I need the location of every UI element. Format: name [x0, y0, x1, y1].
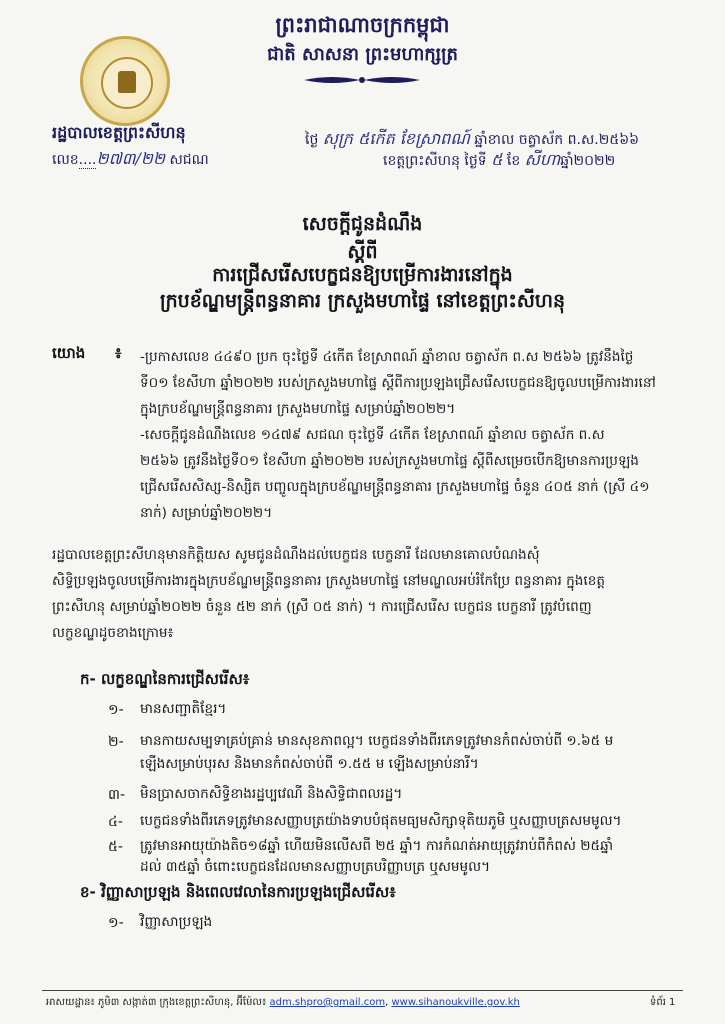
footer-address: អាសយដ្ឋាន៖ ភូមិ៣ សង្កាត់៣ ក្រុងខេត្តព្រះសីហនុ, អ៊ីម៉ែល៖ adm.shpro@gmail.com, www.sihanoukville.gov.kh: [46, 997, 520, 1008]
list-item: បេក្ខជនទាំងពីរភេទត្រូវមានសញ្ញាបត្រយ៉ាងទាបបំផុតមធ្យមសិក្សាទុតិយភូមិ ឬសញ្ញាបត្រសមមូល។: [140, 813, 622, 829]
list-item-number: ៣-: [108, 787, 126, 803]
national-motto: ជាតិ សាសនា ព្រះមហាក្សត្រ: [267, 44, 458, 65]
paragraph-line: សិទ្ធិប្រឡងចូលបម្រើការងារក្នុងក្របខ័ណ្ឌមន្ត្រីពន្ធនាគារ ក្រសួងមហាផ្ទៃ នៅមណ្ឌលអប់រំកែប្រែ ពន្ធនាគារ ក្នុងខេត្ត: [52, 573, 606, 589]
references-label: យោង: [52, 344, 86, 362]
ref-handwritten: ២៧៣: [96, 149, 136, 168]
paragraph-line: រដ្ឋបាលខេត្តព្រះសីហនុមានកិត្តិយស សូមជូនដំណឹងដល់បេក្ខជន បេក្ខនារី ដែលមានគោលបំណងសុំ: [52, 547, 540, 563]
paragraph-line: ព្រះសីហនុ សម្រាប់ឆ្នាំ២០២២ ចំនួន ៥២ នាក់ (ស្រី ០៥ នាក់) ។ ការជ្រើសរើស បេក្ខជន បេក្ខនារី ត្រូវបំពេញ: [52, 599, 592, 615]
notice-subject-label: ស្តីពី: [347, 241, 378, 263]
list-item: មានកាយសម្បទាគ្រប់គ្រាន់ មានសុខភាពល្អ។ បេក្ខជនទាំងពីរភេទត្រូវមានកំពស់ចាប់ពី ១.៦៥ ម: [140, 733, 614, 749]
main-paragraph: [52, 542, 702, 646]
references-colon: ៖: [115, 344, 122, 362]
reference-line: -ប្រកាសលេខ ៤៤៩០ ប្រក ចុះថ្ងៃទី ៤កើត ខែស្រាពណ៍ ឆ្នាំខាល ចត្វាស័ក ព.ស ២៥៦៦ ត្រូវនឹងថ្ងៃ: [140, 349, 634, 365]
reference-number: លេខ....២៧៣/២២ សជណ: [52, 149, 209, 168]
provincial-seal-icon: [80, 36, 170, 126]
footer-email-link[interactable]: adm.shpro@gmail.com: [269, 997, 386, 1008]
notice-subject-line-2: ក្របខ័ណ្ឌមន្ត្រីពន្ធនាគារ ក្រសួងមហាផ្ទៃ នៅខេត្តព្រះសីហនុ: [159, 290, 566, 312]
page-number: ទំព័រ 1: [650, 997, 676, 1008]
list-item-continuation: ដល់ ៣៥ឆ្នាំ ចំពោះបេក្ខជនដែលមានសញ្ញាបត្របរិញ្ញាបត្រ ឬសមមូល។: [140, 859, 491, 875]
solar-date-line: ខេត្តព្រះសីហនុ ថ្ងៃទី ៥ ខែ សីហាឆ្នាំ២០២២: [383, 150, 616, 169]
reference-line: នាក់) សម្រាប់ឆ្នាំ២០២២។: [140, 505, 273, 521]
ornament-divider-icon: [302, 74, 422, 86]
notice-subject-line-1: ការជ្រើសរើសបេក្ខជនឱ្យបម្រើការងារនៅក្នុង: [212, 264, 513, 286]
list-item-number: ២-: [108, 734, 124, 750]
list-item: ត្រូវមានអាយុយ៉ាងតិច១៨ឆ្នាំ ហើយមិនលើសពី ២៥ ឆ្នាំ។ ការកំណត់អាយុត្រូវរាប់ពីកំពស់ ២៥ឆ្នាំ: [140, 838, 614, 854]
footer-divider: [42, 990, 683, 991]
sender-admin-name: រដ្ឋបាលខេត្តព្រះសីហនុ: [52, 123, 186, 142]
footer-website-link[interactable]: www.sihanoukville.gov.kh: [391, 997, 520, 1008]
paragraph-line: លក្ខខណ្ឌដូចខាងក្រោម៖: [52, 625, 174, 641]
list-item-number: ៥-: [108, 839, 123, 855]
references-block: [140, 344, 700, 526]
kingdom-heading: ព្រះរាជាណាចក្រកម្ពុជា: [275, 13, 450, 37]
list-item: មិនប្រាសចាកសិទ្ធិខាងរដ្ឋប្បវេណី និងសិទ្ធិជាពលរដ្ឋ។: [140, 786, 403, 802]
reference-line: ជ្រើសរើសសិស្ស-និស្សិត បញ្ចូលក្នុងក្របខ័ណ្ឌមន្ត្រីពន្ធនាគារ ក្រសួងមហាផ្ទៃ ចំនួន ៤០៥ នាក់ (ស្រី ៤១: [140, 479, 650, 495]
list-item-continuation: ឡើងសម្រាប់បុរស និងមានកំពស់ចាប់ពី ១.៥៥ ម ឡើងសម្រាប់នារី។: [140, 756, 479, 772]
list-item: មានសញ្ជាតិខ្មែរ។: [140, 701, 227, 717]
section-b-heading: ខ- វិញ្ញាសាប្រឡង និងពេលវេលានៃការប្រឡងជ្រើសរើស៖: [80, 883, 396, 901]
reference-line: ២៥៦៦ ត្រូវនឹងថ្ងៃទី០១ ខែសីហា ឆ្នាំ២០២២ របស់ក្រសួងមហាផ្ទៃ ស្តីពីសម្រេចបើកឱ្យមានការប្រឡង: [140, 453, 639, 469]
list-item: វិញ្ញាសាប្រឡង: [140, 914, 213, 930]
section-a-heading: ក- លក្ខខណ្ឌនៃការជ្រើសរើស៖: [80, 670, 250, 688]
notice-title: សេចក្តីជូនដំណឹង: [302, 213, 423, 235]
reference-line: ក្នុងក្របខ័ណ្ឌមន្ត្រីពន្ធនាគារ ក្រសួងមហាផ្ទៃ សម្រាប់ឆ្នាំ២០២២។: [140, 401, 456, 417]
lunar-date-line: ថ្ងៃ សុក្រ ៥កើត ខែស្រាពណ៍ ឆ្នាំខាល ចត្វាស័ក ព.ស.២៥៦៦: [305, 129, 640, 148]
reference-line: ទី០១ ខែសីហា ឆ្នាំ២០២២ របស់ក្រសួងមហាផ្ទៃ ស្តីពីការប្រឡងជ្រើសរើសបេក្ខជនឱ្យចូលបម្រើការងារនៅ: [140, 375, 656, 391]
list-item-number: ៤-: [108, 814, 123, 830]
lunar-date-handwritten: សុក្រ ៥កើត ខែស្រាពណ៍: [322, 129, 470, 148]
list-item-number: ១-: [108, 702, 124, 718]
reference-line: -សេចក្តីជូនដំណឹងលេខ ១៤៧៩ សជណ ចុះថ្ងៃទី ៤កើត ខែស្រាពណ៍ ឆ្នាំខាល ចត្វាស័ក ព.ស: [140, 427, 605, 443]
list-item-number: ១-: [108, 915, 124, 931]
